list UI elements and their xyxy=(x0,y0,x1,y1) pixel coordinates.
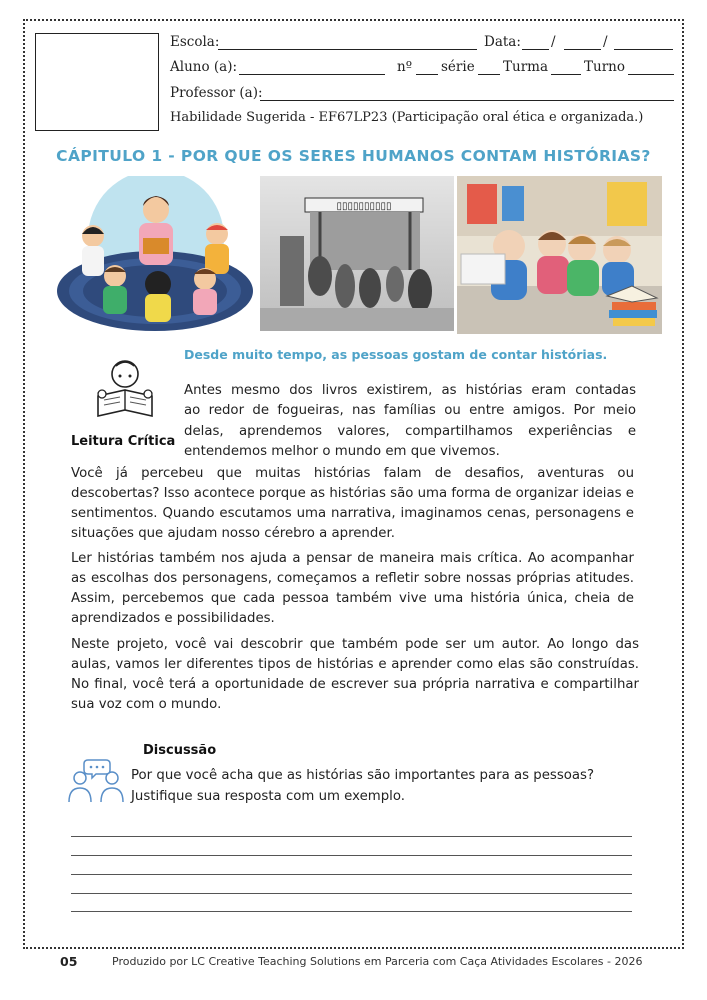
date-label: Data: xyxy=(484,34,521,50)
class-field[interactable] xyxy=(551,74,581,75)
reading-paragraph-3: Ler histórias também nos ajuda a pensar de maneira mais crítica. Ao acompanhar as escolhas dos personagens, começamos a refletir sobre nossas próprias atitudes. Assim, percebemos que cada pessoa também vive uma história única, cheia de aprendizados e possibilidades. xyxy=(71,551,634,626)
reading-paragraph-4: Neste projeto, você vai descobrir que também pode ser um autor. Ao longo das aulas, vamos ler diferentes tipos de histórias e aprender como elas são construídas. No final, você terá a oportunidade de escrever sua própria narrativa e compartilhar sua voz com o mundo. xyxy=(71,637,639,712)
teacher-field[interactable] xyxy=(260,100,674,101)
school-label: Escola: xyxy=(170,34,220,50)
date-month-field[interactable] xyxy=(564,49,601,50)
number-field[interactable] xyxy=(416,74,438,75)
grade-label: série xyxy=(441,59,475,75)
school-field[interactable] xyxy=(218,49,477,50)
class-label: Turma xyxy=(503,59,549,75)
chapter-title: CÁPITULO 1 - POR QUE OS SERES HUMANOS CONTAM HISTÓRIAS? xyxy=(56,147,651,165)
answer-line[interactable] xyxy=(71,855,632,856)
discussion-people-icon xyxy=(66,756,128,804)
number-label: nº xyxy=(397,59,413,75)
grade-field[interactable] xyxy=(478,74,500,75)
date-separator: / xyxy=(603,34,608,50)
discussion-question-line-2: Justifique sua resposta com um exemplo. xyxy=(131,789,405,804)
children-reading-photo xyxy=(457,176,662,334)
reading-paragraph-1-line-3: delas, aprendemos valores, compartilhamos experiências e xyxy=(184,424,636,439)
reading-boy-icon xyxy=(92,356,158,422)
svg-text:▯▯▯▯▯▯▯▯▯▯: ▯▯▯▯▯▯▯▯▯▯ xyxy=(336,201,392,212)
answer-line[interactable] xyxy=(71,911,632,912)
shift-field[interactable] xyxy=(628,74,674,75)
reading-subtitle: Desde muito tempo, as pessoas gostam de contar histórias. xyxy=(184,347,608,362)
discussion-question-line-1: Por que você acha que as histórias são importantes para as pessoas? xyxy=(131,768,595,783)
reading-paragraph-2: Você já percebeu que muitas histórias falam de desafios, aventuras ou descobertas? Isso acontece porque as histórias são uma forma de organizar ideias e sentimentos. Quando escutamos uma narrativa, imaginamos cenas, personagens e situações que ajudam nosso cérebro a aprender. xyxy=(71,466,634,541)
vintage-storytelling-engraving xyxy=(260,176,454,331)
answer-line[interactable] xyxy=(71,893,632,894)
photo-box xyxy=(35,33,159,131)
reading-label: Leitura Crítica xyxy=(71,434,176,449)
children-reading-circle-illustration xyxy=(55,176,256,331)
date-separator: / xyxy=(551,34,556,50)
reading-paragraph-1-line-2: ao redor de fogueiras, nas famílias ou entre amigos. Por meio xyxy=(184,403,636,418)
footer-credit: Produzido por LC Creative Teaching Solutions em Parceria com Caça Atividades Escolares - 2026 xyxy=(112,955,643,968)
reading-paragraph-1-line-4: entendemos melhor o mundo em que vivemos. xyxy=(184,444,500,459)
discussion-label: Discussão xyxy=(143,743,217,758)
teacher-label: Professor (a): xyxy=(170,85,263,101)
skill-text: Habilidade Sugerida - EF67LP23 (Participação oral ética e organizada.) xyxy=(170,110,644,125)
student-label: Aluno (a): xyxy=(170,59,238,75)
date-day-field[interactable] xyxy=(522,49,549,50)
page-number: 05 xyxy=(60,954,78,969)
date-year-field[interactable] xyxy=(614,49,673,50)
answer-line[interactable] xyxy=(71,836,632,837)
student-field[interactable] xyxy=(239,74,385,75)
shift-label: Turno xyxy=(584,59,625,75)
reading-paragraph-1-line-1: Antes mesmo dos livros existirem, as histórias eram contadas xyxy=(184,383,636,398)
answer-line[interactable] xyxy=(71,874,632,875)
